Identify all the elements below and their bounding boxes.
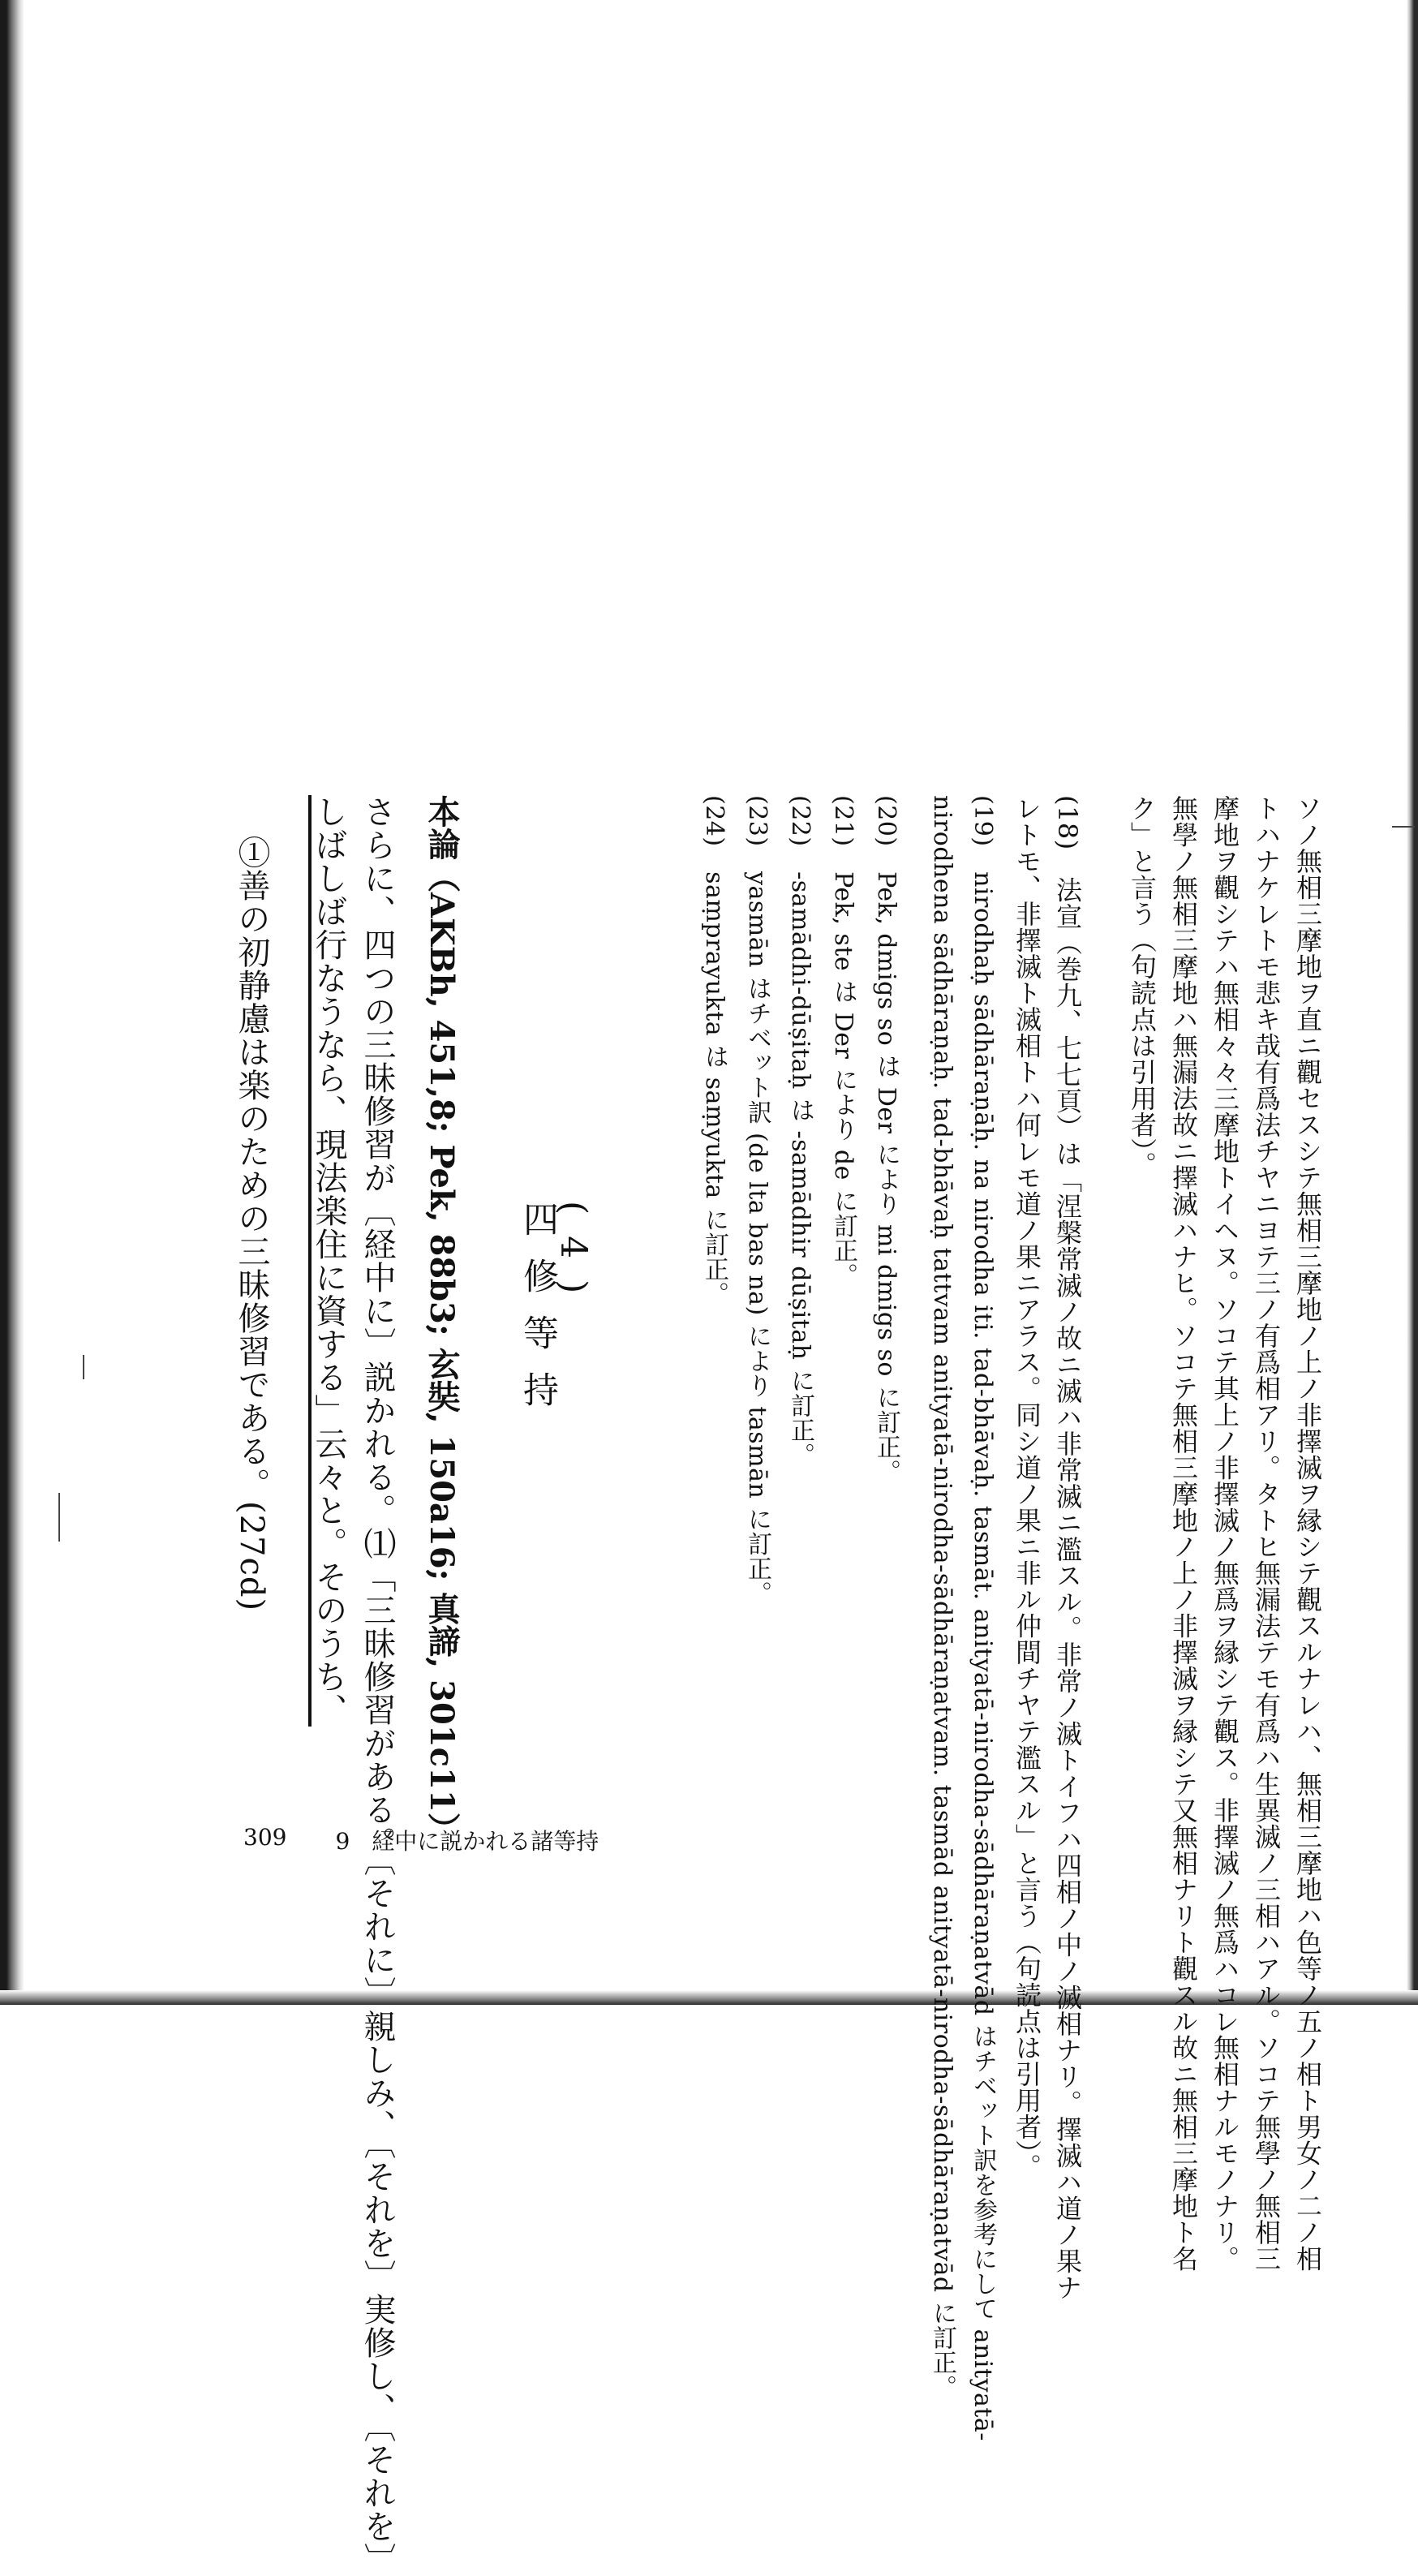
chapter-running-head (335, 1824, 599, 1856)
scan-speck (83, 1355, 84, 1379)
note-17-line-3: 摩地ヲ觀シテハ無相々々三摩地トイヘヌ。ソコテ其上ノ非擇滅ノ無爲ヲ縁シテ觀ス。非擇滅ノ無爲ハコレ無相ナルモノナリ。 (1210, 795, 1240, 2272)
page-footer (243, 1824, 599, 1856)
note-21: (21) Pek, ste は Der により de に訂正。 (829, 795, 857, 1288)
note-20: (20) Pek, dmigs so は Der により mi dmigs so に訂正。 (872, 795, 900, 1485)
main-heading: 本論（AKBh, 451,8; Pek, 88b3; 玄奘, 150a16; 真諦, 301c11） (423, 795, 461, 1845)
note-17-line-2: トハナケレトモ悲キ哉有爲法チヤニヨテ三ノ有爲相アリ。タトヒ無漏法テモ有爲ハ生異滅ノ三相ハアル。ソコテ無學ノ無相三 (1251, 795, 1282, 2272)
main-paragraph-line-3: ①善の初静慮は楽のための三昧修習である。(27cd) (233, 836, 270, 1612)
note-17-line-1: ソノ無相三摩地ヲ直ニ觀セスシテ無相三摩地ノ上ノ非擇滅ヲ縁シテ觀スルナレハ、無相三摩地ハ色等ノ五ノ相ト男女ノ二ノ相 (1292, 795, 1323, 2272)
note-19-line-1: (19) nirodhaḥ sādhāraṇāḥ. na nirodha iti. tad-bhāvaḥ. tasmāt. anityatā-nirodha-sādhāraṇatvād はチベット訳を参考にして anityatā- (969, 795, 997, 2441)
note-24: (24) saṃprayukta は saṃyukta に訂正。 (700, 795, 728, 1306)
scan-bottom-edge (0, 1990, 1418, 2005)
chapter-number: 9 (335, 1828, 350, 1855)
scan-right-edge (1407, 0, 1418, 2005)
section-title-text: 四修等持 (517, 1200, 558, 1428)
note-19-line-2: nirodhena sādhāraṇaḥ. tad-bhāvaḥ tattvam anityatā-nirodha-sādhāraṇatvam. tasmād anityatā-nirodha-sādhāraṇatvād に訂正。 (928, 795, 956, 2400)
main-paragraph-line-2: しばしば行なうなら、現法楽住に資する」云々と。そのうち、 (310, 795, 347, 1727)
note-17-line-4: 無學ノ無相三摩地ハ無漏法故ニ擇滅ハナヒ。ソコテ無相三摩地ノ上ノ非擇滅ヲ縁シテ又無相ナリト觀スル故ニ無相三摩地ト名 (1168, 795, 1199, 2272)
note-23: (23) yasmān はチベット訳 (de lta bas na) により tasmān に訂正。 (743, 795, 771, 1606)
scan-speck (58, 1493, 60, 1542)
scan-left-edge (0, 0, 24, 2005)
note-18-line-1: (18) 法宣（巻九、七七頁）は「涅槃常滅ノ故ニ滅ハ非常滅ニ濫スル。非常ノ滅トイフハ四相ノ中ノ滅相ナリ。擇滅ハ道ノ果ナ (1052, 795, 1083, 2301)
scan-speck (1392, 826, 1415, 828)
note-18-line-2: レトモ、非擇滅ト滅相トハ何レモ道ノ果ニアラス。同シ道ノ果ニ非ル仲間チヤテ濫スル」と言う（句読点は引用者）。 (1012, 795, 1042, 2180)
note-22: (22) -samādhi-dūṣitaḥ は -samādhir dūṣitaḥ に訂正。 (786, 795, 814, 1468)
page-number: 309 (243, 1824, 287, 1851)
note-17-line-5: ク」と言う（句読点は引用者）。 (1127, 795, 1158, 1178)
chapter-title: 経中に説かれる諸等持 (372, 1828, 599, 1855)
main-paragraph-line-1: さらに、四つの三昧修習が〔経中に〕説かれる。⑴「三昧修習がある。〔それに〕親しみ、〔それを〕実修し、〔それを〕 (359, 795, 396, 2576)
section-number: (4) (552, 1200, 594, 1315)
section-title (519, 1136, 626, 1428)
